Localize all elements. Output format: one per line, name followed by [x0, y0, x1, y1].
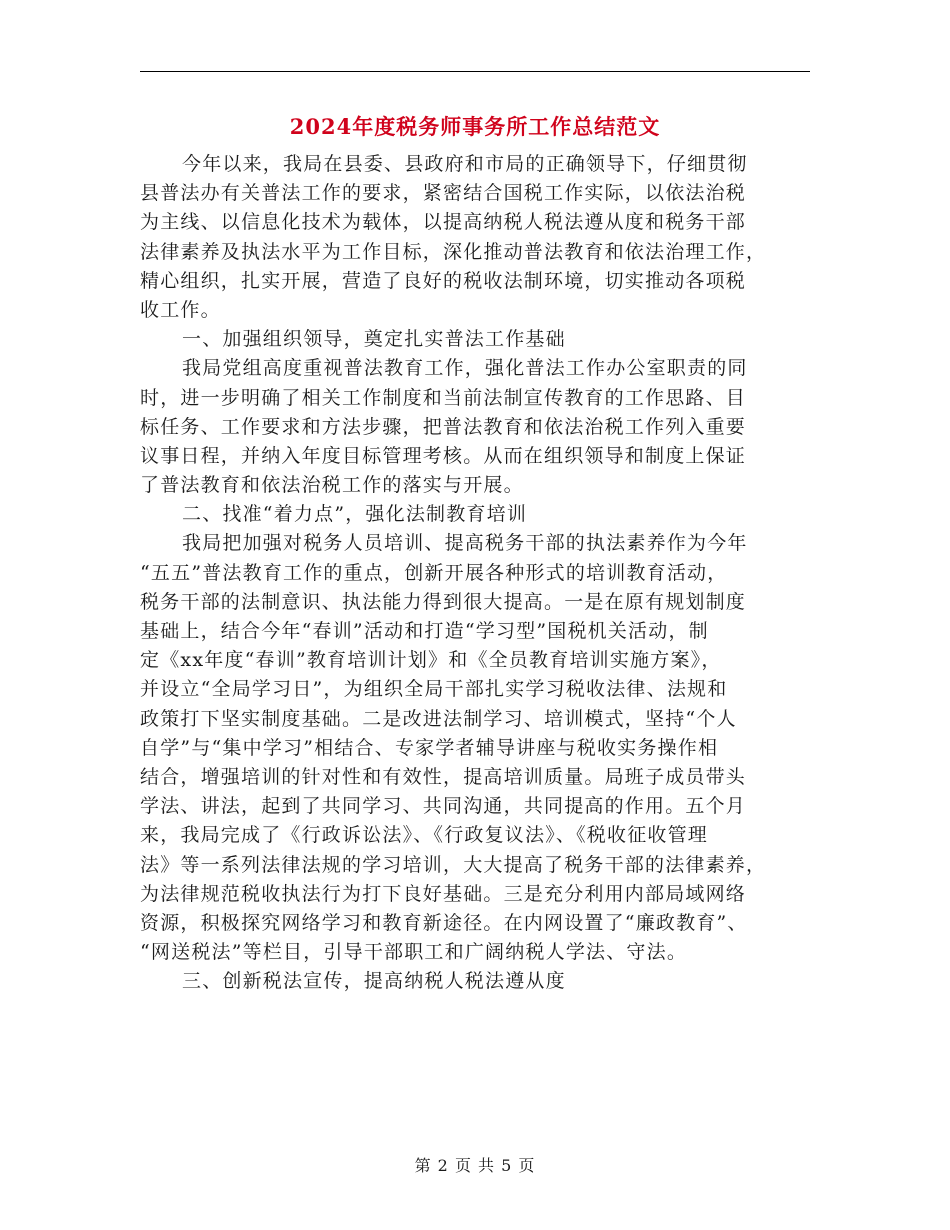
body-line: 了普法教育和依法治税工作的落实与开展。	[140, 474, 524, 497]
body-line: 政策打下坚实制度基础。二是改进法制学习、培训模式，坚持“个人	[140, 707, 737, 730]
body-line: 三、创新税法宣传，提高纳税人税法遵从度	[182, 970, 566, 993]
body-line: 我局党组高度重视普法教育工作，强化普法工作办公室职责的同	[182, 357, 748, 380]
body-line: 并设立“全局学习日”，为组织全局干部扎实学习税收法律、法规和	[140, 678, 728, 701]
body-line: 今年以来，我局在县委、县政府和市局的正确领导下，仔细贯彻	[182, 153, 748, 175]
body-line: 税务干部的法制意识、执法能力得到很大提高。一是在原有规划制度	[140, 590, 747, 613]
body-line: 我局把加强对税务人员培训、提高税务干部的执法素养作为今年	[182, 532, 748, 555]
body-line: 精心组织，扎实开展，营造了良好的税收法制环境，切实推动各项税	[140, 269, 747, 292]
document-title: 2024年度税务师事务所工作总结范文	[289, 114, 661, 139]
body-line: 学法、讲法，起到了共同学习、共同沟通，共同提高的作用。五个月	[140, 795, 747, 818]
body-line: 一、加强组织领导，奠定扎实普法工作基础	[182, 328, 566, 351]
body-line: 二、找准“着力点”，强化法制教育培训	[182, 503, 528, 526]
body-line: 资源，积极探究网络学习和教育新途径。在内网设置了“廉政教育”、	[140, 911, 748, 934]
page-footer: 第 2 页 共 5 页	[414, 1156, 536, 1175]
body-line: 结合，增强培训的针对性和有效性，提高培训质量。局班子成员带头	[140, 765, 747, 788]
body-line: 法律素养及执法水平为工作目标，深化推动普法教育和依法治理工作，	[140, 240, 767, 263]
body-line: 收工作。	[140, 298, 221, 321]
document-body	[140, 150, 800, 996]
body-line: 时，进一步明确了相关工作制度和当前法制宣传教育的工作思路、目	[140, 386, 747, 409]
body-line: “五五”普法教育工作的重点，创新开展各种形式的培训教育活动，	[140, 561, 728, 584]
body-line: 法》等一系列法律法规的学习培训，大大提高了税务干部的法律素养，	[140, 853, 767, 876]
body-line: 为主线、以信息化技术为载体，以提高纳税人税法遵从度和税务干部	[140, 211, 747, 234]
header-rule	[140, 71, 810, 72]
body-line: 基础上，结合今年“春训”活动和打造“学习型”国税机关活动，制	[140, 620, 709, 642]
body-line: “网送税法”等栏目，引导干部职工和广阔纳税人学法、守法。	[140, 941, 688, 964]
body-line: 标任务、工作要求和方法步骤，把普法教育和依法治税工作列入重要	[140, 415, 747, 438]
body-line: 为法律规范税收执法行为打下良好基础。三是充分利用内部局域网络	[140, 882, 747, 905]
body-line: 县普法办有关普法工作的要求，紧密结合国税工作实际，以依法治税	[140, 182, 747, 205]
body-line: 自学”与“集中学习”相结合、专家学者辅导讲座与税收实务操作相	[140, 736, 719, 759]
body-line: 议事日程，并纳入年度目标管理考核。从而在组织领导和制度上保证	[140, 444, 747, 467]
body-line: 来，我局完成了《行政诉讼法》、《行政复议法》、《税收征收管理	[140, 824, 709, 847]
body-line: 定《xx年度“春训”教育培训计划》和《全员教育培训实施方案》，	[140, 649, 722, 672]
